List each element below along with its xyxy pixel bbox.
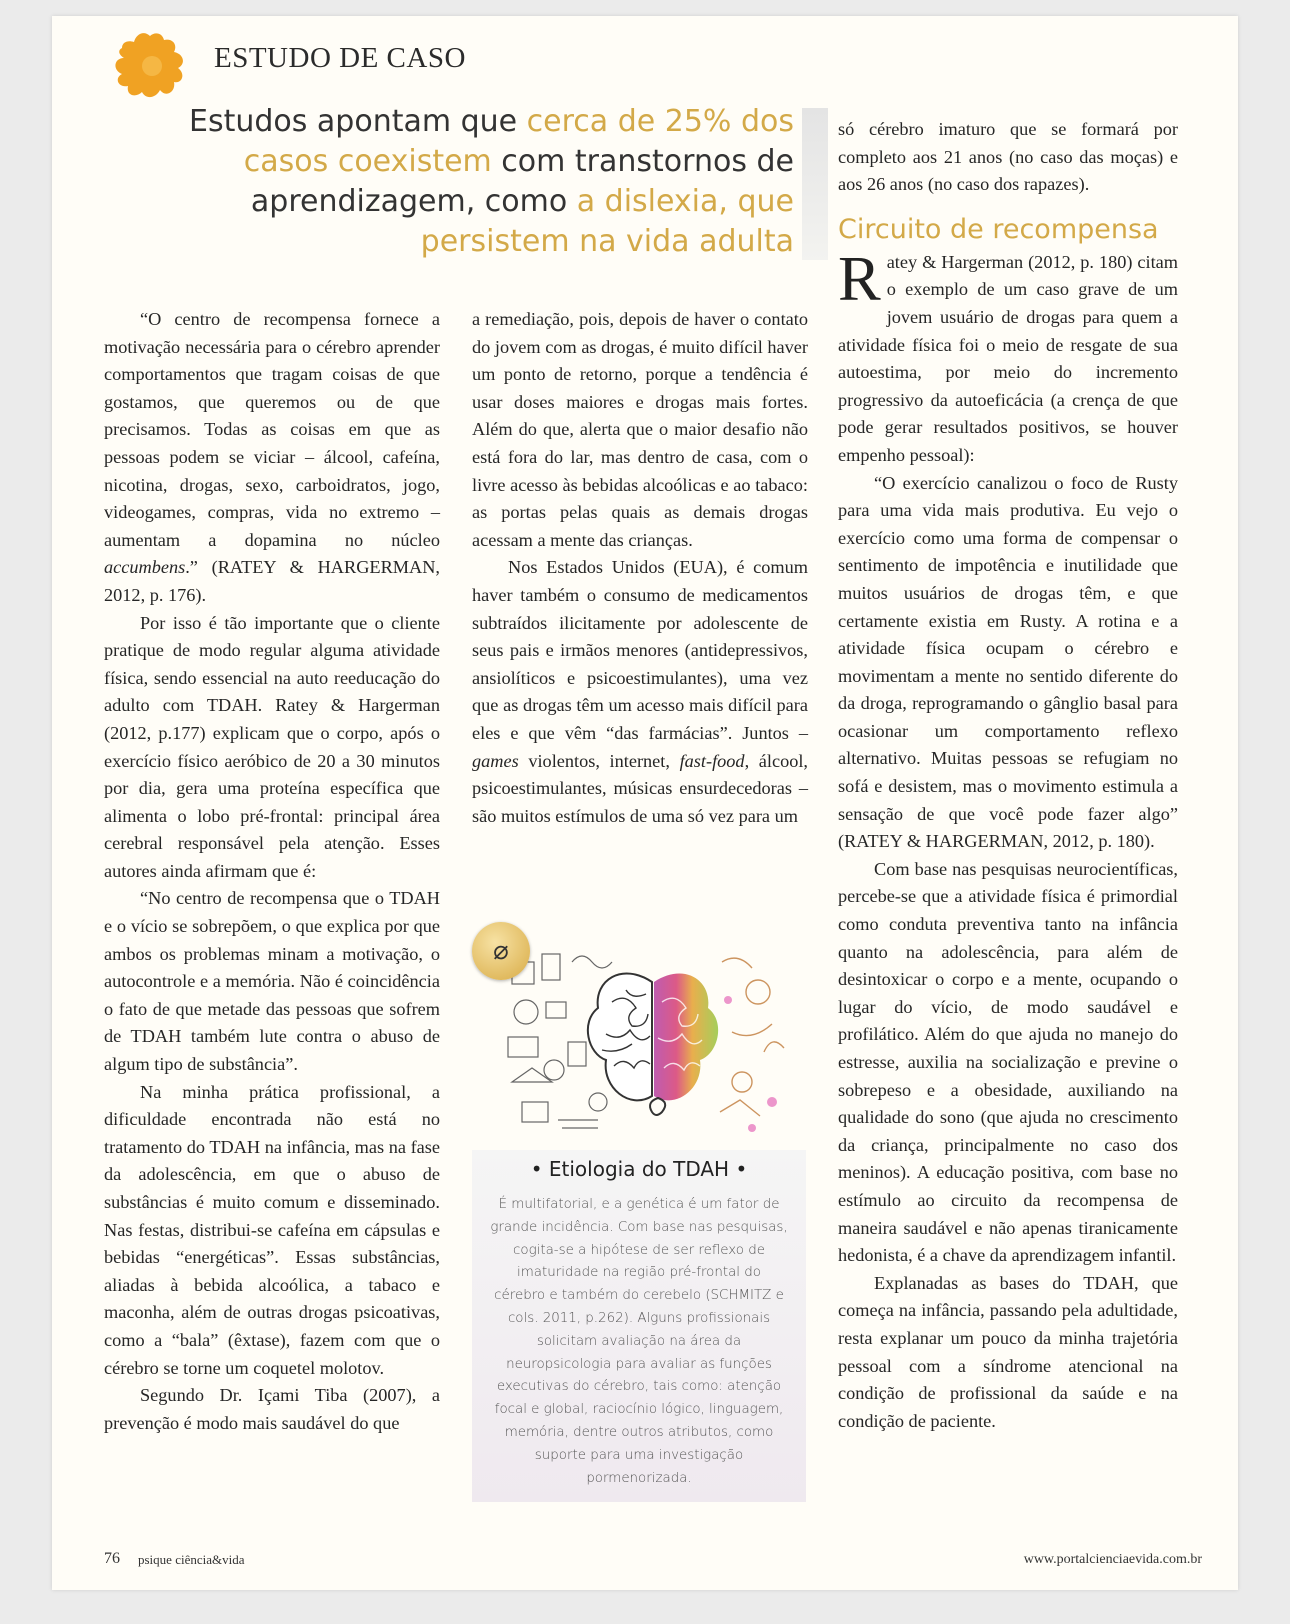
paragraph-text: violentos, internet, <box>518 750 680 771</box>
magazine-page <box>52 16 1238 1590</box>
text-column-3 <box>838 116 1178 1435</box>
paragraph-text: Nos Estados Unidos (EUA), é comum haver também o consumo de medicamentos subtraídos ilicitamente por adolescente de seus pais e irmãos menores (antidepressivos, ansiolíticos e psicoestimulantes), uma vez que as drogas têm um acesso mais difícil para eles e que vêm “das farmácias”. Juntos – <box>472 557 808 743</box>
paragraph-text: .” (RATEY & HARGERMAN, 2012, p. 176). <box>104 557 440 605</box>
paragraph: só cérebro imaturo que se formará por completo aos 21 anos (no caso das moças) e aos 26 anos (no caso dos rapazes). <box>838 119 1178 195</box>
paragraph-text: , álcool, psicoestimulantes, músicas ensurdecedoras – são muitos estímulos de uma só vez para um <box>472 750 808 826</box>
figure-text: É multifatorial, e a genética é um fator de grande incidência. Com base nas pesquisas, cogita-se a hipótese de ser reflexo de imaturidade na região pré-frontal do cérebro e também do cerebelo (SCHMITZ e cols. 2011, p.262). Alguns profissionais solicitam avaliação na área da neuropsicologia para avaliar as funções executivas do cérebro, tais como: atenção focal e global, raciocínio lógico, linguagem, memória, dentre outros atributos, como suporte para uma investigação pormenorizada. <box>490 1197 788 1486</box>
figure-caption-box <box>472 1150 806 1502</box>
paragraph-text: atey & Hargerman (2012, p. 180) citam o exemplo de um caso grave de um jovem usuário de drogas para quem a atividade física foi o meio de resgate de sua autoestima, por meio do incremento progressivo da autoeficácia (a crença de que pode gerar resultados positivos, se houver empenho pessoal): <box>838 251 1178 465</box>
quote-paragraph: “No centro de recompensa que o TDAH e o vício se sobrepõem, o que explica por que ambos os problemas minam a motivação, o autocontrole e a memória. Não é coincidência o fato de que metade das pessoas que sofrem de TDAH também lute contra o abuso de algum tipo de substância”. <box>104 888 440 1075</box>
paragraph: a remediação, pois, depois de haver o contato do jovem com as drogas, é muito difícil haver um ponto de retorno, porque a tendência é usar doses maiores e drogas mais fortes. Além do que, alerta que o maior desafio não está fora do lar, mas dentro de casa, com o livre acesso às bebidas alcoólicas e ao tabaco: as portas pelas quais as demais drogas acessam a mente das crianças. <box>472 309 808 550</box>
paragraph-text: “O centro de recompensa fornece a motivação necessária para o cérebro aprender comportamentos que tragam coisas de que gostamos, que queremos ou de que precisamos. Todas as coisas em que as pessoas podem se viciar – álcool, cafeína, nicotina, drogas, sexo, carboidratos, jogo, videogames, compras, vida no extremo – aumentam a dopamina no núcleo <box>104 309 440 550</box>
paragraph <box>472 554 808 830</box>
text-column-2 <box>472 306 808 830</box>
drop-cap: R <box>838 242 881 314</box>
pill-icon: ⌀ <box>472 922 530 980</box>
pull-quote-text-1: Estudos apontam que <box>188 104 527 139</box>
pull-quote-text-2: com transtornos de aprendizagem, como <box>250 144 794 219</box>
figure-title: • Etiologia do TDAH • <box>530 1157 748 1181</box>
italic-term: accumbens <box>104 557 186 578</box>
brain-illustration <box>502 942 792 1147</box>
website-url: www.portalcienciaevida.com.br <box>1023 1552 1202 1567</box>
pull-quote-highlight-2: a dislexia, que persistem na vida adulta <box>420 184 794 259</box>
paragraph: Segundo Dr. Içami Tiba (2007), a prevenção é modo mais saudável do que <box>104 1385 440 1433</box>
pull-quote-highlight-1: cerca de 25% dos casos coexistem <box>243 104 794 179</box>
section-title: ESTUDO DE CASO <box>214 42 466 74</box>
subheading: Circuito de recompensa <box>838 213 1159 245</box>
paragraph <box>104 306 440 610</box>
text-column-1 <box>104 306 440 1437</box>
italic-term: games <box>472 750 519 771</box>
paragraph: Explanadas as bases do TDAH, que começa na infância, passando pela adultidade, resta explanar um pouco da minha trajetória pessoal com a síndrome atencional na condição de profissional da saúde e na condição de paciente. <box>838 1272 1178 1431</box>
quote-paragraph: “O exercício canalizou o foco de Rusty para uma vida mais produtiva. Eu vejo o exercício como uma forma de compensar o sentimento de impotência e inutilidade que muitos usuários de drogas têm, e que certamente existia em Rusty. A rotina e a atividade física ocupam o cérebro e movimentam a mente no sentido diferente do da droga, reprogramando o gânglio basal para ocasionar um comportamento reflexo alternativo. Muitas pessoas se refugiam no sofá e desistem, mas o movimento estimula a sensação de que você pode fazer algo” (RATEY & HARGERMAN, 2012, p. 180). <box>838 472 1178 852</box>
paragraph: Na minha prática profissional, a dificuldade encontrada não está no tratamento do TDAH na infância, mas na fase da adolescência, em que o abuso de substâncias é muito comum e disseminado. Nas festas, distribui-se cafeína em cápsulas e bebidas “energéticas”. Essas substâncias, aliadas à bebida alcoólica, a tabaco e maconha, além de outras drogas psicoativas, como a “bala” (êxtase), fazem com que o cérebro se torne um coquetel molotov. <box>104 1081 440 1378</box>
pull-quote <box>182 102 794 262</box>
pull-quote-bar <box>802 108 828 260</box>
puzzle-piece-icon <box>108 26 192 104</box>
italic-term: fast-food <box>679 750 745 771</box>
sidebar-figure <box>472 922 806 1512</box>
paragraph <box>838 242 1178 470</box>
paragraph: Por isso é tão importante que o cliente pratique de modo regular alguma atividade física, sendo essencial na auto reeducação do adulto com TDAH. Ratey & Hargerman (2012, p.177) explicam que o corpo, após o exercício físico aeróbico de 20 a 30 minutos por dia, gera uma proteína específica que alimenta o lobo pré-frontal: principal área cerebral responsável pela atenção. Esses autores ainda afirmam que é: <box>104 612 440 881</box>
page-number: 76 <box>104 1550 120 1567</box>
paragraph: Com base nas pesquisas neurocientíficas, percebe-se que a atividade física é primordial como conduta preventiva tanto na infância quanto na adolescência, para além de desintoxicar o corpo e a mente, ocupando o lugar do vício, de modo saudável e profilático. Além do que ajuda no manejo do estresse, auxilia na socialização e previne o sobrepeso e a obesidade, auxiliando na qualidade do sono (que ajuda no crescimento da criança, principalmente no caso dos meninos). A educação positiva, com base no estímulo ao circuito da recompensa de maneira saudável e não apenas tiranicamente hedonista, é a chave da aprendizagem infantil. <box>838 858 1178 1266</box>
magazine-name: psique ciência&vida <box>138 1552 245 1567</box>
